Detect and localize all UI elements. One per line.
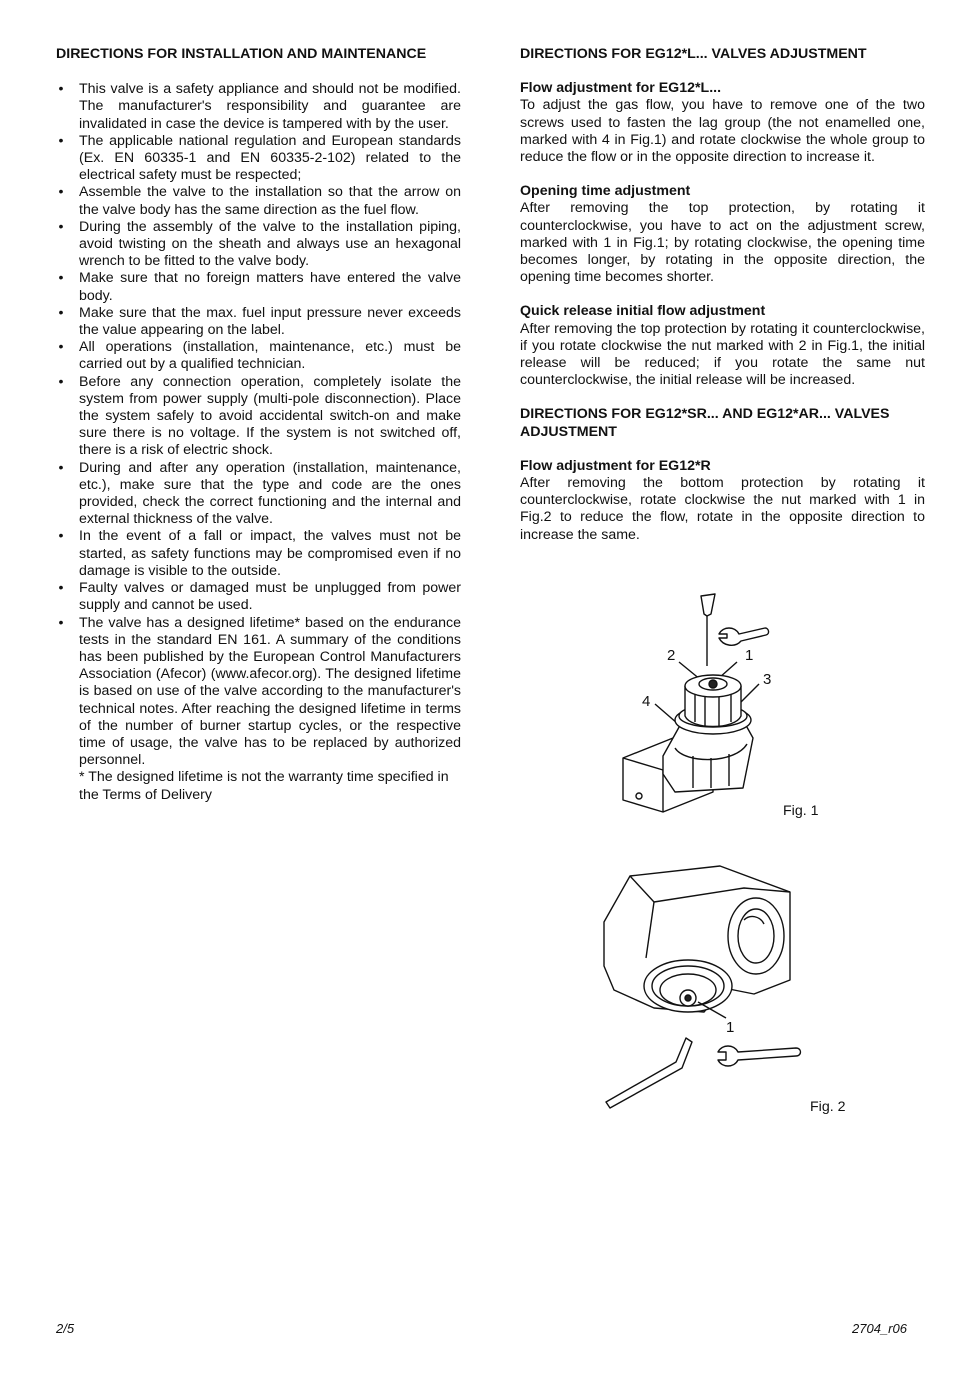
list-item: • The applicable national regulation and European standards (Ex. EN 60335-1 and EN 60335-2-102) related to the electrical safety must be respected; bbox=[58, 132, 461, 184]
section-text: After removing the top protection by rotating it counterclockwise, if you rotate clockwise the nut marked with 2 in Fig.1, the initial release will be reduced; if you rotate the same nut counterclockwise, the initial release will be increased. bbox=[520, 320, 925, 389]
adjustment-column bbox=[520, 46, 925, 561]
list-item: • During and after any operation (installation, maintenance, etc.), make sure that the type and code are the ones provided, check the correct functioning and the internal and external thickness of the valve. bbox=[58, 459, 461, 528]
figure-1-valve-drawing bbox=[615, 588, 785, 820]
list-item: • Assemble the valve to the installation so that the arrow on the valve body has the same direction as the fuel flow. bbox=[58, 184, 461, 218]
section-title: Quick release initial flow adjustment bbox=[520, 303, 766, 320]
flow-adjustment-r-section bbox=[520, 458, 925, 544]
list-item: • The valve has a designed lifetime* based on the endurance tests in the standard EN 161. A summary of the conditions has been published by the European Control Manufacturers Association (Afecor) (www.afecor.org). The designed lifetime is based on use of the valve according to the manufacturer's technical notes. After reaching the designed lifetime in terms of the number of burner startup cycles, or the respective time of usage, the valve has to be replaced by authorized personnel. bbox=[58, 614, 461, 769]
section-text: To adjust the gas flow, you have to remove one of the two screws used to fasten the lag group (the not enamelled one, marked with 4 in Fig.1) and rotate clockwise the whole group to reduce the flow or in the opposite direction to increase it. bbox=[520, 97, 925, 166]
lifetime-note: * The designed lifetime is not the warranty time specified in the Terms of Delivery bbox=[79, 769, 449, 803]
fig2-label-1: 1 bbox=[726, 1019, 735, 1036]
list-item: • During the assembly of the valve to the installation piping, avoid twisting on the sheath and always use an hexagonal wrench to be fitted to the valve body. bbox=[58, 218, 461, 270]
fig1-label-1: 1 bbox=[745, 647, 754, 664]
quick-release-section bbox=[520, 303, 925, 389]
section-title: Flow adjustment for EG12*L... bbox=[520, 80, 722, 97]
list-item: • Before any connection operation, completely isolate the system from power supply (multi-pole disconnection). Place the system safely to avoid accidental switch-on and make sure there is no voltage. If the system is not switched off, there is a risk of electric shock. bbox=[58, 373, 461, 459]
list-item: • In the event of a fall or impact, the valves must not be started, as safety functions may be compromised even if no damage is visible to the outside. bbox=[58, 528, 461, 579]
installation-list bbox=[56, 81, 461, 769]
page-number: 2/5 bbox=[56, 1321, 75, 1336]
figure-1-caption: Fig. 1 bbox=[783, 803, 819, 819]
list-item: • Faulty valves or damaged must be unplugged from power supply and cannot be used. bbox=[58, 580, 461, 614]
section-text: After removing the top protection, by rotating it counterclockwise, you have to act on the adjustment screw, marked with 1 in Fig.1; by rotating clockwise, the opening time becomes longer, by rotating in the opposite direction, the opening time becomes shorter. bbox=[520, 200, 925, 286]
eg12sr-heading: DIRECTIONS FOR EG12*SR... AND EG12*AR... VALVES ADJUSTMENT bbox=[520, 406, 890, 440]
list-item: • This valve is a safety appliance and should not be modified. The manufacturer's responsibility and guarantee are invalidated in case the device is tampered with by the user. bbox=[58, 81, 461, 132]
opening-time-section bbox=[520, 183, 925, 286]
list-item: • Make sure that no foreign matters have entered the valve body. bbox=[58, 270, 461, 304]
fig1-label-4: 4 bbox=[642, 693, 651, 710]
section-title: Flow adjustment for EG12*R bbox=[520, 457, 711, 474]
installation-column bbox=[56, 46, 461, 804]
figure-2-caption: Fig. 2 bbox=[810, 1099, 846, 1115]
list-item: • All operations (installation, maintenance, etc.) must be carried out by a qualified technician. bbox=[58, 339, 461, 373]
section-title: Opening time adjustment bbox=[520, 183, 691, 200]
section-text: After removing the bottom protection by rotating it counterclockwise, rotate clockwise the nut marked with 1 in Fig.2 to reduce the flow, rotate in the opposite direction to increase the same. bbox=[520, 475, 925, 543]
eg12l-heading: DIRECTIONS FOR EG12*L... VALVES ADJUSTMENT bbox=[520, 46, 867, 62]
installation-heading: DIRECTIONS FOR INSTALLATION AND MAINTENANCE bbox=[56, 46, 427, 62]
document-code: 2704_r06 bbox=[852, 1321, 907, 1336]
fig1-label-3: 3 bbox=[763, 671, 772, 688]
figure-2-valve-drawing bbox=[594, 862, 814, 1114]
fig1-label-2: 2 bbox=[667, 647, 676, 664]
list-item: • Make sure that the max. fuel input pressure never exceeds the value appearing on the label. bbox=[58, 304, 461, 339]
flow-adjustment-section bbox=[520, 80, 925, 166]
